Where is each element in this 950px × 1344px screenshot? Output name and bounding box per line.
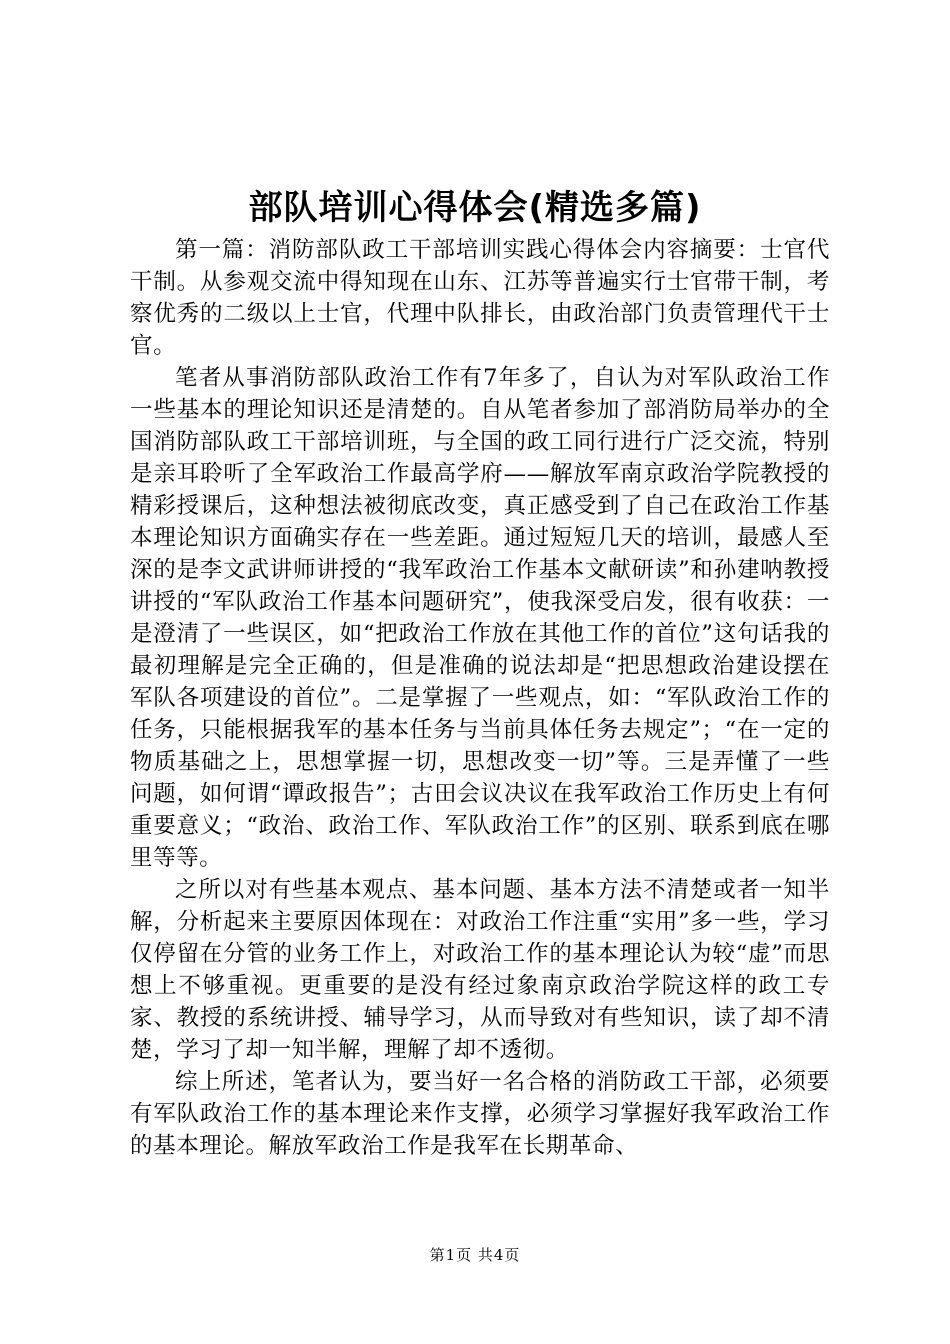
paragraph-3: 之所以对有些基本观点、基本问题、基本方法不清楚或者一知半解，分析起来主要原因体现在：对政治工作注重“实用”多一些，学习仅停留在分管的业务工作上，对政治工作的基本理论认为较“虚”而思想上不够重视。更重要的是没有经过象南京政治学院这样的政工专家、教授的系统讲授、辅导学习，从而导致对有些知识，读了却不清楚，学习了却一知半解，理解了却不透彻。 bbox=[130, 877, 830, 1063]
paragraph-1: 第一篇：消防部队政工干部培训实践心得体会内容摘要：士官代干制。从参观交流中得知现在山东、江苏等普遍实行士官带干制，考察优秀的二级以上士官，代理中队排长，由政治部门负责管理代干士官。 bbox=[130, 237, 830, 359]
paragraph-4: 综上所述，笔者认为，要当好一名合格的消防政工干部，必须要有军队政治工作的基本理论来作支撑，必须学习掌握好我军政治工作的基本理论。解放军政治工作是我军在长期革命、 bbox=[130, 1069, 830, 1159]
document-title: 部队培训心得体会(精选多篇) bbox=[248, 188, 702, 228]
paragraph-2: 笔者从事消防部队政治工作有7年多了，自认为对军队政治工作一些基本的理论知识还是清楚的。自从笔者参加了部消防局举办的全国消防部队政工干部培训班，与全国的政工同行进行广泛交流，特别是亲耳聆听了全军政治工作最高学府——解放军南京政治学院教授的精彩授课后，这种想法被彻底改变，真正感受到了自己在政治工作基本理论知识方面确实存在一些差距。通过短短几天的培训，最感人至深的是李文武讲师讲授的“我军政治工作基本文献研读”和孙建呐教授讲授的“军队政治工作基本问题研究”，使我深受启发，很有收获：一是澄清了一些误区，如“把政治工作放在其他工作的首位”这句话我的最初理解是完全正确的，但是准确的说法却是“把思想政治建设摆在军队各项建设的首位”。二是掌握了一些观点，如：“军队政治工作的任务，只能根据我军的基本任务与当前具体任务去规定”；“在一定的物质基础之上，思想掌握一切，思想改变一切”等。三是弄懂了一些问题，如何谓“谭政报告”；古田会议决议在我军政治工作历史上有何重要意义；“政治、政治工作、军队政治工作”的区别、联系到底在哪里等等。 bbox=[130, 365, 830, 871]
page-number-footer: 第1页 共4页 bbox=[429, 1246, 521, 1264]
document-body bbox=[130, 234, 830, 1162]
